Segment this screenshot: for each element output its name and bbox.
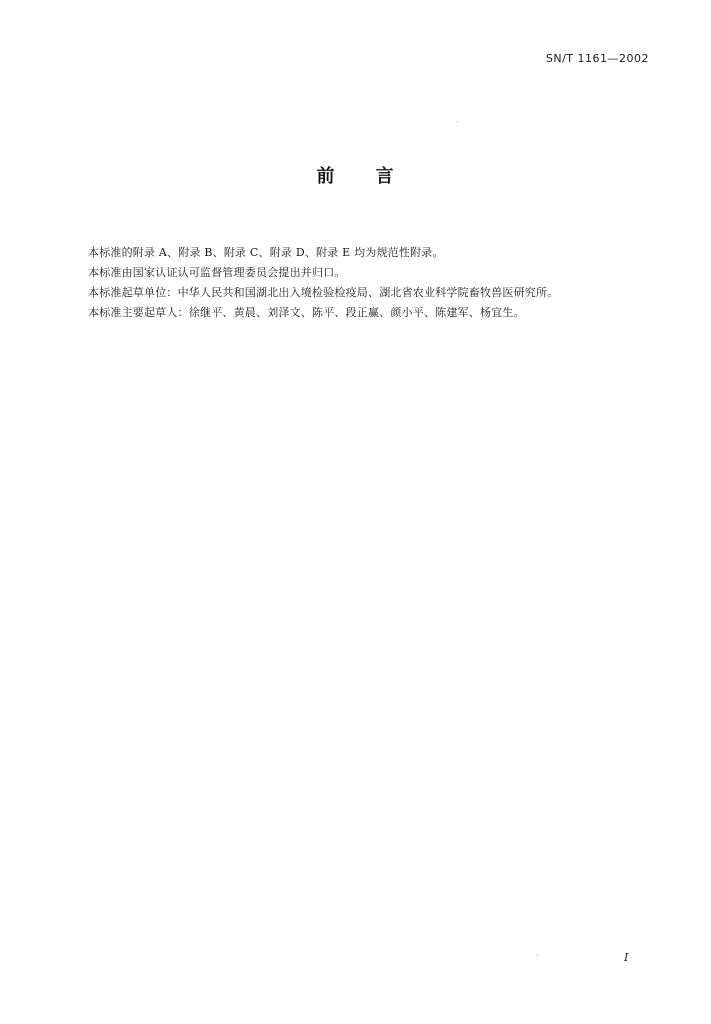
page-title [0, 162, 711, 188]
paragraph-drafters: 本标准主要起草人：徐继平、黄晨、刘泽文、陈平、段正赢、颜小平、陈建军、杨宜生。 [88, 306, 525, 319]
title-char-1: 前 [316, 166, 336, 187]
page-number: I [624, 951, 629, 964]
paragraph-proposer: 本标准由国家认证认可监督管理委员会提出并归口。 [88, 266, 346, 279]
scan-speck [537, 955, 538, 956]
scan-speck [457, 121, 458, 122]
foreword-body [88, 243, 668, 323]
paragraph-drafting-units: 本标准起草单位：中华人民共和国湖北出入境检验检疫局、湖北省农业科学院畜牧兽医研究所。 [88, 286, 559, 299]
standard-number: SN/T 1161—2002 [545, 52, 649, 65]
paragraph-annexes: 本标准的附录 A、附录 B、附录 C、附录 D、附录 E 均为规范性附录。 [88, 246, 444, 259]
title-char-2: 言 [375, 166, 395, 187]
